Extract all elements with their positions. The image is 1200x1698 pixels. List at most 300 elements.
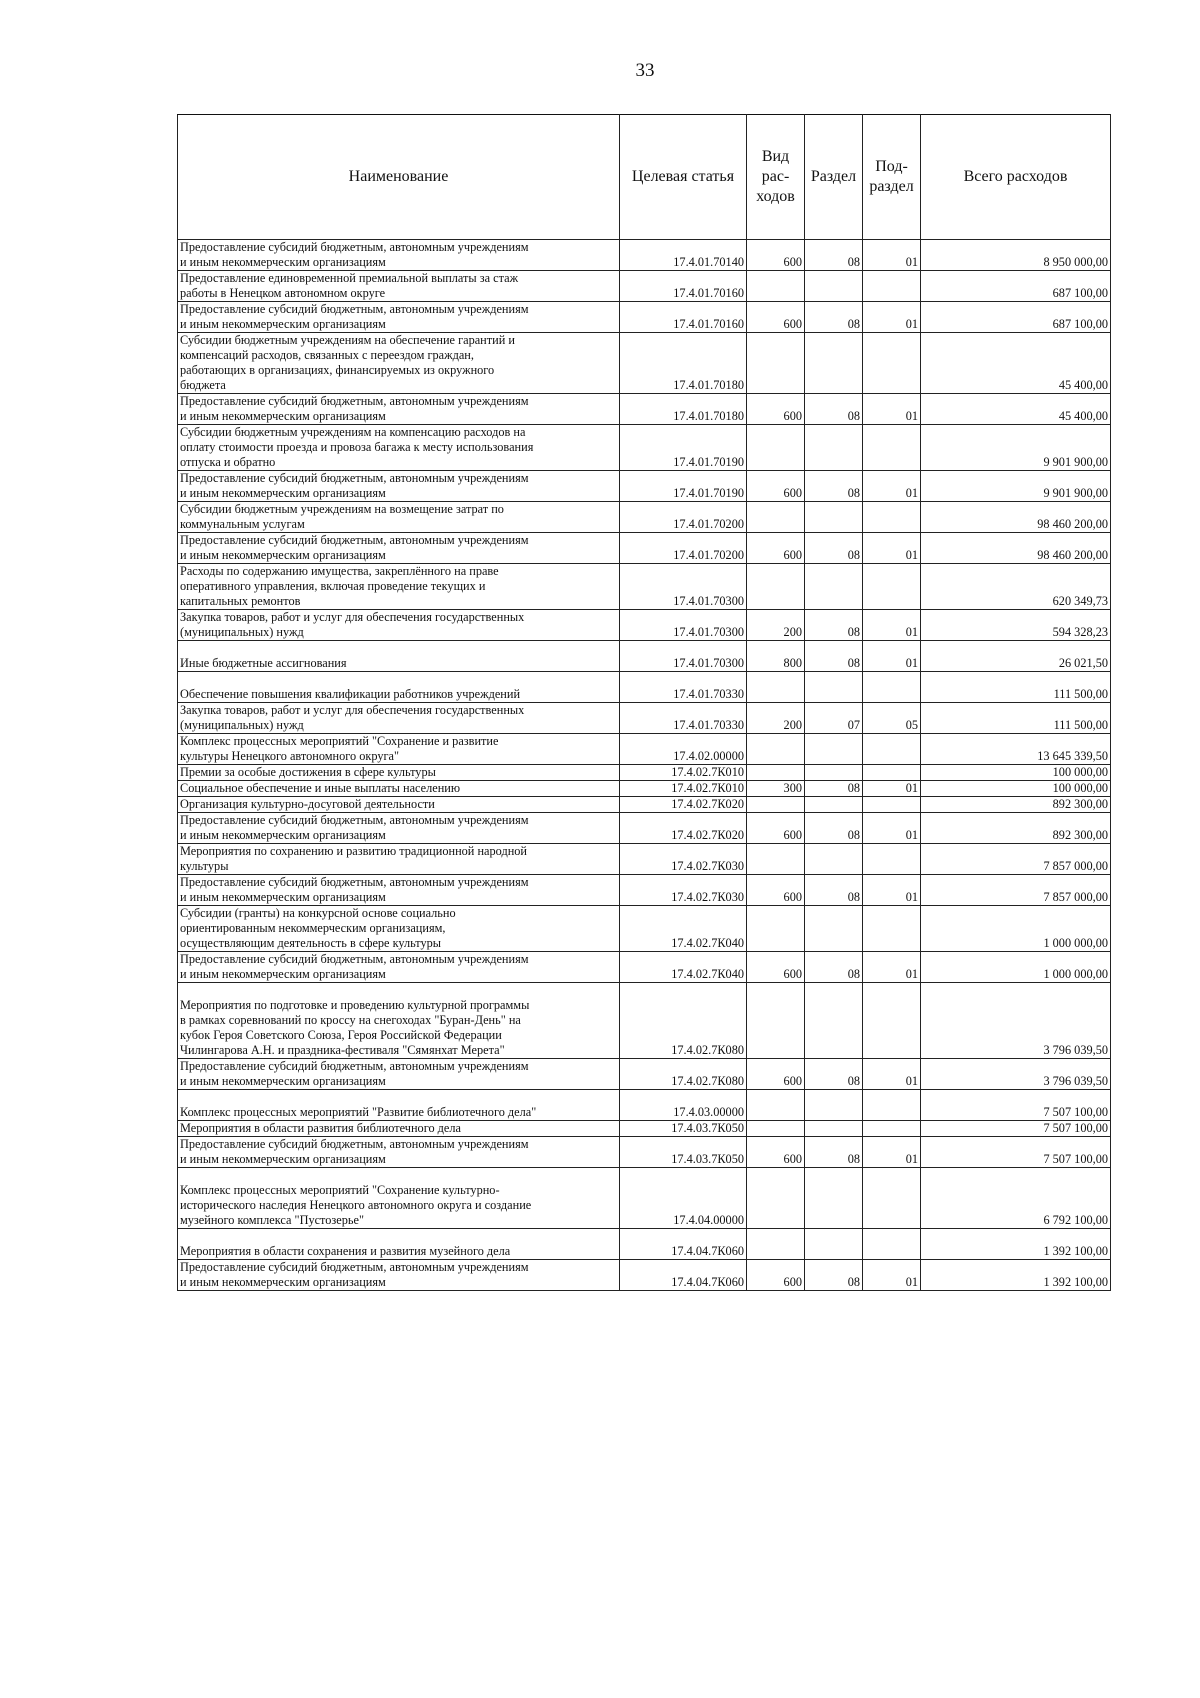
table-row <box>178 302 1111 333</box>
row-vid <box>747 672 805 703</box>
row-razdel: 08 <box>805 952 863 983</box>
row-name <box>178 906 620 952</box>
row-name-line: Предоставление субсидий бюджетным, автономным учреждениям <box>180 240 529 254</box>
row-name-line: ориентированным некоммерческим организациям, <box>180 921 446 935</box>
row-razdel: 08 <box>805 302 863 333</box>
row-podrazdel <box>863 502 921 533</box>
row-name <box>178 502 620 533</box>
row-razdel: 08 <box>805 875 863 906</box>
row-total: 892 300,00 <box>921 813 1111 844</box>
row-vid <box>747 425 805 471</box>
row-vid <box>747 271 805 302</box>
row-name-line: и иным некоммерческим организациям <box>180 890 386 904</box>
row-name <box>178 703 620 734</box>
row-code: 17.4.01.70300 <box>620 610 747 641</box>
row-vid <box>747 844 805 875</box>
row-razdel <box>805 1168 863 1229</box>
row-name-line: бюджета <box>180 378 226 392</box>
header-vid-line: ходов <box>756 188 795 205</box>
row-vid: 600 <box>747 1137 805 1168</box>
table-row <box>178 703 1111 734</box>
row-name <box>178 533 620 564</box>
row-name-line: Иные бюджетные ассигнования <box>180 656 347 670</box>
row-code: 17.4.02.7К010 <box>620 765 747 781</box>
row-podrazdel <box>863 672 921 703</box>
row-razdel <box>805 425 863 471</box>
row-podrazdel <box>863 765 921 781</box>
row-podrazdel: 01 <box>863 781 921 797</box>
row-total: 1 000 000,00 <box>921 906 1111 952</box>
row-name <box>178 781 620 797</box>
row-vid <box>747 564 805 610</box>
header-podrazdel <box>863 115 921 240</box>
row-name-line: в рамках соревнований по кроссу на снегоходах "Буран-День" на <box>180 1013 521 1027</box>
row-name <box>178 1229 620 1260</box>
table-row <box>178 906 1111 952</box>
row-name-line: Мероприятия в области развития библиотечного дела <box>180 1121 461 1135</box>
row-vid: 600 <box>747 302 805 333</box>
row-razdel: 08 <box>805 533 863 564</box>
row-name <box>178 333 620 394</box>
row-razdel: 08 <box>805 1137 863 1168</box>
table-row <box>178 952 1111 983</box>
row-total: 7 507 100,00 <box>921 1090 1111 1121</box>
row-podrazdel: 01 <box>863 952 921 983</box>
row-vid: 800 <box>747 641 805 672</box>
row-razdel: 08 <box>805 813 863 844</box>
row-total: 594 328,23 <box>921 610 1111 641</box>
row-name-line: Закупка товаров, работ и услуг для обеспечения государственных <box>180 703 525 717</box>
row-name <box>178 672 620 703</box>
row-podrazdel: 01 <box>863 813 921 844</box>
row-name <box>178 610 620 641</box>
row-name <box>178 765 620 781</box>
table-row <box>178 333 1111 394</box>
row-vid <box>747 502 805 533</box>
row-name-line: кубок Героя Советского Союза, Героя Российской Федерации <box>180 1028 502 1042</box>
row-code: 17.4.01.70160 <box>620 302 747 333</box>
row-razdel <box>805 734 863 765</box>
expenses-table <box>177 114 1111 1291</box>
row-code: 17.4.01.70160 <box>620 271 747 302</box>
header-name: Наименование <box>178 115 620 240</box>
row-code: 17.4.02.7К080 <box>620 1059 747 1090</box>
row-name-line: Предоставление субсидий бюджетным, автономным учреждениям <box>180 394 529 408</box>
row-total: 45 400,00 <box>921 333 1111 394</box>
row-razdel <box>805 502 863 533</box>
row-name-line: Комплекс процессных мероприятий "Сохранение культурно- <box>180 1183 500 1197</box>
row-name-line <box>180 641 617 656</box>
row-name-line: Обеспечение повышения квалификации работников учреждений <box>180 687 521 701</box>
row-razdel: 08 <box>805 240 863 271</box>
row-name-line: и иным некоммерческим организациям <box>180 317 386 331</box>
row-razdel <box>805 844 863 875</box>
row-code: 17.4.03.7К050 <box>620 1137 747 1168</box>
row-code: 17.4.01.70190 <box>620 425 747 471</box>
row-name-line: и иным некоммерческим организациям <box>180 486 386 500</box>
row-name-line: (муниципальных) нужд <box>180 625 304 639</box>
row-razdel: 08 <box>805 394 863 425</box>
header-vid <box>747 115 805 240</box>
header-razdel: Раздел <box>805 115 863 240</box>
row-name <box>178 797 620 813</box>
row-name-line: Предоставление субсидий бюджетным, автономным учреждениям <box>180 1059 529 1073</box>
row-name-line: культуры Ненецкого автономного округа" <box>180 749 400 763</box>
row-razdel <box>805 983 863 1059</box>
header-podrazdel-line: Под- <box>875 158 908 175</box>
row-code: 17.4.02.7К080 <box>620 983 747 1059</box>
row-name <box>178 471 620 502</box>
row-total: 1 000 000,00 <box>921 952 1111 983</box>
header-total: Всего расходов <box>921 115 1111 240</box>
row-vid: 600 <box>747 394 805 425</box>
row-total: 620 349,73 <box>921 564 1111 610</box>
row-vid <box>747 1121 805 1137</box>
table-row <box>178 875 1111 906</box>
row-vid: 600 <box>747 533 805 564</box>
row-name <box>178 1168 620 1229</box>
row-name-line: Мероприятия по подготовке и проведению культурной программы <box>180 998 530 1012</box>
row-podrazdel: 01 <box>863 302 921 333</box>
row-name <box>178 1137 620 1168</box>
row-name-line: Организация культурно-досуговой деятельности <box>180 797 435 811</box>
row-vid <box>747 906 805 952</box>
row-name-line <box>180 1168 617 1183</box>
row-razdel <box>805 672 863 703</box>
row-name <box>178 875 620 906</box>
page-number: 33 <box>635 60 655 81</box>
row-code: 17.4.04.7К060 <box>620 1260 747 1291</box>
row-podrazdel <box>863 983 921 1059</box>
row-name <box>178 240 620 271</box>
row-code: 17.4.01.70300 <box>620 564 747 610</box>
row-name-line <box>180 1090 617 1105</box>
row-vid <box>747 983 805 1059</box>
table-row <box>178 1059 1111 1090</box>
row-podrazdel: 01 <box>863 610 921 641</box>
row-name-line: осуществляющим деятельность в сфере культуры <box>180 936 442 950</box>
row-name <box>178 1260 620 1291</box>
row-name-line: Мероприятия по сохранению и развитию традиционной народной <box>180 844 528 858</box>
row-name-line: Предоставление субсидий бюджетным, автономным учреждениям <box>180 302 529 316</box>
table-row <box>178 471 1111 502</box>
row-name-line: (муниципальных) нужд <box>180 718 304 732</box>
row-name <box>178 641 620 672</box>
row-vid: 600 <box>747 952 805 983</box>
row-name-line: и иным некоммерческим организациям <box>180 828 386 842</box>
row-podrazdel: 01 <box>863 641 921 672</box>
row-name-line: культуры <box>180 859 229 873</box>
table-row <box>178 1090 1111 1121</box>
row-code: 17.4.01.70300 <box>620 641 747 672</box>
header-code: Целевая статья <box>620 115 747 240</box>
row-code: 17.4.04.7К060 <box>620 1229 747 1260</box>
row-total: 1 392 100,00 <box>921 1260 1111 1291</box>
row-name-line: оперативного управления, включая проведение текущих и <box>180 579 486 593</box>
row-code: 17.4.02.00000 <box>620 734 747 765</box>
row-name-line: Субсидии бюджетным учреждениям на компенсацию расходов на <box>180 425 526 439</box>
row-name <box>178 564 620 610</box>
row-total: 9 901 900,00 <box>921 471 1111 502</box>
row-name <box>178 394 620 425</box>
row-name-line <box>180 672 617 687</box>
table-row <box>178 641 1111 672</box>
table-row <box>178 734 1111 765</box>
row-podrazdel <box>863 425 921 471</box>
table-row <box>178 1260 1111 1291</box>
row-name <box>178 271 620 302</box>
row-total: 111 500,00 <box>921 672 1111 703</box>
row-vid <box>747 797 805 813</box>
row-razdel <box>805 797 863 813</box>
row-vid: 600 <box>747 875 805 906</box>
row-name-line: Закупка товаров, работ и услуг для обеспечения государственных <box>180 610 525 624</box>
row-name-line: Субсидии бюджетным учреждениям на обеспечение гарантий и <box>180 333 515 347</box>
table-row <box>178 1168 1111 1229</box>
table-row <box>178 425 1111 471</box>
table-row <box>178 844 1111 875</box>
row-total: 687 100,00 <box>921 302 1111 333</box>
row-razdel <box>805 1229 863 1260</box>
row-code: 17.4.01.70330 <box>620 672 747 703</box>
row-name-line: оплату стоимости проезда и провоза багажа к месту использования <box>180 440 534 454</box>
row-total: 687 100,00 <box>921 271 1111 302</box>
row-name-line: Субсидии бюджетным учреждениям на возмещение затрат по <box>180 502 504 516</box>
row-code: 17.4.02.7К020 <box>620 797 747 813</box>
row-total: 8 950 000,00 <box>921 240 1111 271</box>
row-vid: 200 <box>747 610 805 641</box>
row-razdel: 08 <box>805 781 863 797</box>
row-name-line: и иным некоммерческим организациям <box>180 1275 386 1289</box>
row-code: 17.4.01.70200 <box>620 533 747 564</box>
table-row <box>178 502 1111 533</box>
row-total: 1 392 100,00 <box>921 1229 1111 1260</box>
row-vid: 200 <box>747 703 805 734</box>
row-name-line: компенсаций расходов, связанных с переездом граждан, <box>180 348 474 362</box>
row-name-line: Предоставление единовременной премиальной выплаты за стаж <box>180 271 519 285</box>
row-total: 98 460 200,00 <box>921 533 1111 564</box>
row-name-line: и иным некоммерческим организациям <box>180 967 386 981</box>
row-name-line: капитальных ремонтов <box>180 594 301 608</box>
row-total: 3 796 039,50 <box>921 1059 1111 1090</box>
row-razdel <box>805 271 863 302</box>
row-code: 17.4.03.7К050 <box>620 1121 747 1137</box>
row-total: 26 021,50 <box>921 641 1111 672</box>
row-code: 17.4.01.70180 <box>620 394 747 425</box>
table-header <box>178 115 1111 240</box>
row-name-line: Комплекс процессных мероприятий "Развитие библиотечного дела" <box>180 1105 537 1119</box>
table-row <box>178 610 1111 641</box>
row-vid <box>747 1090 805 1121</box>
table-row <box>178 1229 1111 1260</box>
row-vid: 300 <box>747 781 805 797</box>
row-razdel: 07 <box>805 703 863 734</box>
row-total: 13 645 339,50 <box>921 734 1111 765</box>
row-razdel <box>805 564 863 610</box>
row-code: 17.4.02.7К010 <box>620 781 747 797</box>
table-body <box>178 240 1111 1291</box>
row-razdel <box>805 765 863 781</box>
row-name-line: Комплекс процессных мероприятий "Сохранение и развитие <box>180 734 499 748</box>
row-razdel: 08 <box>805 471 863 502</box>
header-vid-line: Вид <box>761 148 790 165</box>
row-vid <box>747 765 805 781</box>
row-name-line <box>180 983 617 998</box>
header-podrazdel-line: раздел <box>869 178 914 195</box>
row-name-line: Предоставление субсидий бюджетным, автономным учреждениям <box>180 813 529 827</box>
row-code: 17.4.02.7К040 <box>620 906 747 952</box>
row-podrazdel: 01 <box>863 1059 921 1090</box>
row-code: 17.4.01.70180 <box>620 333 747 394</box>
row-podrazdel <box>863 1168 921 1229</box>
row-name-line: Предоставление субсидий бюджетным, автономным учреждениям <box>180 952 529 966</box>
row-podrazdel: 01 <box>863 1137 921 1168</box>
row-podrazdel: 01 <box>863 394 921 425</box>
row-total: 3 796 039,50 <box>921 983 1111 1059</box>
row-name <box>178 1090 620 1121</box>
row-podrazdel <box>863 797 921 813</box>
row-total: 7 507 100,00 <box>921 1137 1111 1168</box>
row-podrazdel <box>863 1229 921 1260</box>
row-razdel <box>805 906 863 952</box>
row-code: 17.4.03.00000 <box>620 1090 747 1121</box>
row-name-line: исторического наследия Ненецкого автономного округа и создание <box>180 1198 532 1212</box>
row-code: 17.4.02.7К040 <box>620 952 747 983</box>
row-vid: 600 <box>747 240 805 271</box>
row-total: 6 792 100,00 <box>921 1168 1111 1229</box>
table-row <box>178 564 1111 610</box>
row-total: 7 507 100,00 <box>921 1121 1111 1137</box>
table-row <box>178 1121 1111 1137</box>
row-name-line: Субсидии (гранты) на конкурсной основе социально <box>180 906 456 920</box>
row-name-line: и иным некоммерческим организациям <box>180 409 386 423</box>
row-podrazdel <box>863 333 921 394</box>
row-total: 7 857 000,00 <box>921 844 1111 875</box>
row-vid <box>747 734 805 765</box>
table-row <box>178 1137 1111 1168</box>
row-name-line: Мероприятия в области сохранения и развития музейного дела <box>180 1244 511 1258</box>
row-razdel: 08 <box>805 641 863 672</box>
row-name <box>178 302 620 333</box>
row-total: 98 460 200,00 <box>921 502 1111 533</box>
row-name-line: работы в Ненецком автономном округе <box>180 286 386 300</box>
table-row <box>178 394 1111 425</box>
row-total: 892 300,00 <box>921 797 1111 813</box>
row-name-line: работающих в организациях, финансируемых из окружного <box>180 363 495 377</box>
row-razdel <box>805 1121 863 1137</box>
row-name <box>178 952 620 983</box>
row-name-line: Предоставление субсидий бюджетным, автономным учреждениям <box>180 875 529 889</box>
row-podrazdel: 01 <box>863 471 921 502</box>
row-name-line: и иным некоммерческим организациям <box>180 1152 386 1166</box>
row-podrazdel <box>863 906 921 952</box>
row-podrazdel <box>863 844 921 875</box>
row-razdel: 08 <box>805 610 863 641</box>
row-total: 111 500,00 <box>921 703 1111 734</box>
row-podrazdel: 01 <box>863 875 921 906</box>
row-podrazdel: 01 <box>863 1260 921 1291</box>
row-name-line: Чилингарова А.Н. и праздника-фестиваля "Сямянхат Мерета" <box>180 1043 505 1057</box>
table-row <box>178 765 1111 781</box>
row-code: 17.4.01.70330 <box>620 703 747 734</box>
row-name-line: коммунальным услугам <box>180 517 305 531</box>
row-name-line: Социальное обеспечение и иные выплаты населению <box>180 781 461 795</box>
row-total: 45 400,00 <box>921 394 1111 425</box>
table-row <box>178 797 1111 813</box>
row-total: 9 901 900,00 <box>921 425 1111 471</box>
row-name-line <box>180 1229 617 1244</box>
row-code: 17.4.04.00000 <box>620 1168 747 1229</box>
row-name-line: отпуска и обратно <box>180 455 276 469</box>
row-vid <box>747 1229 805 1260</box>
table-row <box>178 271 1111 302</box>
row-name-line: Предоставление субсидий бюджетным, автономным учреждениям <box>180 533 529 547</box>
row-razdel: 08 <box>805 1059 863 1090</box>
table-row <box>178 672 1111 703</box>
row-code: 17.4.01.70200 <box>620 502 747 533</box>
row-name-line: Предоставление субсидий бюджетным, автономным учреждениям <box>180 1260 529 1274</box>
row-podrazdel <box>863 271 921 302</box>
row-code: 17.4.02.7К020 <box>620 813 747 844</box>
row-vid <box>747 333 805 394</box>
row-total: 7 857 000,00 <box>921 875 1111 906</box>
row-podrazdel <box>863 1090 921 1121</box>
table-row <box>178 813 1111 844</box>
row-podrazdel <box>863 734 921 765</box>
row-podrazdel: 01 <box>863 533 921 564</box>
row-name <box>178 1121 620 1137</box>
row-code: 17.4.02.7К030 <box>620 844 747 875</box>
row-name <box>178 425 620 471</box>
row-name-line: музейного комплекса "Пустозерье" <box>180 1213 364 1227</box>
table-row <box>178 533 1111 564</box>
row-name <box>178 734 620 765</box>
row-razdel <box>805 1090 863 1121</box>
row-code: 17.4.01.70140 <box>620 240 747 271</box>
table-row <box>178 240 1111 271</box>
row-name-line: Предоставление субсидий бюджетным, автономным учреждениям <box>180 471 529 485</box>
row-vid: 600 <box>747 471 805 502</box>
row-vid <box>747 1168 805 1229</box>
row-code: 17.4.02.7К030 <box>620 875 747 906</box>
row-podrazdel <box>863 564 921 610</box>
row-total: 100 000,00 <box>921 765 1111 781</box>
row-vid: 600 <box>747 1260 805 1291</box>
row-name-line: и иным некоммерческим организациям <box>180 1074 386 1088</box>
row-name <box>178 813 620 844</box>
row-name <box>178 1059 620 1090</box>
row-code: 17.4.01.70190 <box>620 471 747 502</box>
row-vid: 600 <box>747 813 805 844</box>
table-row <box>178 983 1111 1059</box>
row-podrazdel: 05 <box>863 703 921 734</box>
row-name <box>178 844 620 875</box>
row-name-line: Премии за особые достижения в сфере культуры <box>180 765 436 779</box>
row-total: 100 000,00 <box>921 781 1111 797</box>
row-podrazdel <box>863 1121 921 1137</box>
row-name <box>178 983 620 1059</box>
row-razdel <box>805 333 863 394</box>
table-row <box>178 781 1111 797</box>
row-podrazdel: 01 <box>863 240 921 271</box>
row-name-line: Предоставление субсидий бюджетным, автономным учреждениям <box>180 1137 529 1151</box>
header-vid-line: рас- <box>761 168 790 185</box>
row-name-line: и иным некоммерческим организациям <box>180 255 386 269</box>
row-vid: 600 <box>747 1059 805 1090</box>
row-name-line: и иным некоммерческим организациям <box>180 548 386 562</box>
row-name-line: Расходы по содержанию имущества, закреплённого на праве <box>180 564 499 578</box>
row-razdel: 08 <box>805 1260 863 1291</box>
